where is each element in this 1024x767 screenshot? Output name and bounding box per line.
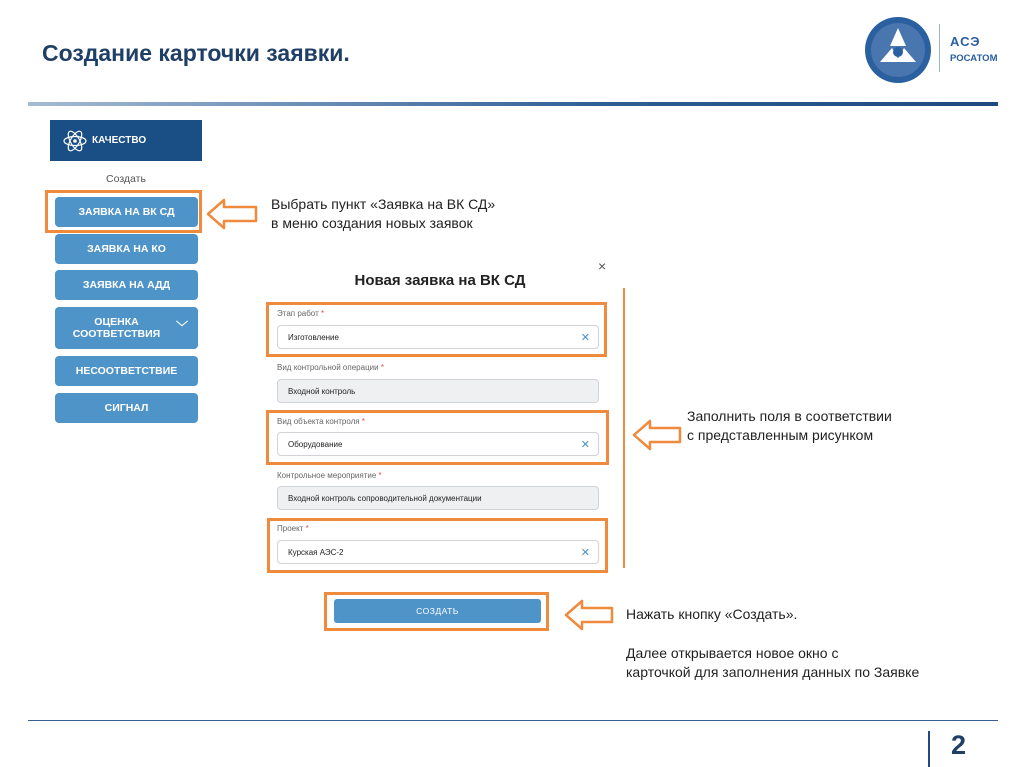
required-mark: *	[361, 417, 365, 426]
menu-item-label: ЗАЯВКА НА КО	[87, 243, 166, 255]
highlight-project-field	[267, 518, 608, 573]
clear-icon[interactable]: ✕	[580, 332, 590, 344]
create-button[interactable]: СОЗДАТЬ	[334, 599, 541, 623]
app-banner-label: КАЧЕСТВО	[92, 135, 147, 146]
field-value: Курская АЭС-2	[288, 547, 344, 557]
field-value: Изготовление	[288, 332, 339, 342]
highlight-stage-field	[266, 302, 607, 357]
menu-item-add[interactable]	[55, 270, 198, 300]
note-line: в меню создания новых заявок	[271, 215, 473, 231]
highlight-object-field	[266, 410, 609, 465]
note-line: Заполнить поля в соответствии	[687, 408, 892, 424]
clear-icon[interactable]: ✕	[580, 439, 590, 451]
note-line: Выбрать пункт «Заявка на ВК СД»	[271, 196, 496, 212]
menu-item-label: ЗАЯВКА НА АДД	[82, 279, 171, 291]
menu-item-nonconformity[interactable]	[55, 356, 198, 386]
field-value: Входной контроль сопроводительной документации	[288, 493, 482, 503]
logo-ase-text: АСЭ	[950, 34, 981, 49]
slide-title: Создание карточки заявки.	[42, 40, 350, 66]
dialog-scrollbar[interactable]	[623, 288, 625, 568]
rosatom-emblem-icon	[862, 16, 940, 84]
dialog-title: Новая заявка на ВК СД	[354, 272, 526, 289]
field-label-text: Вид объекта контроля	[277, 417, 360, 426]
field-label-text: Этап работ	[277, 309, 319, 318]
operation-field[interactable]	[277, 379, 599, 403]
menu-item-signal[interactable]	[55, 393, 198, 423]
menu-item-label: СИГНАЛ	[104, 402, 149, 414]
app-banner	[50, 120, 202, 161]
note-spacer	[626, 624, 919, 644]
clear-icon[interactable]: ✕	[580, 547, 590, 559]
field-value: Входной контроль	[288, 386, 356, 396]
menu-item-conformity[interactable]	[55, 307, 198, 349]
note-line: карточкой для заполнения данных по Заявке	[626, 664, 920, 680]
chevron-down-icon: ﹀	[175, 320, 188, 334]
activity-field[interactable]	[277, 486, 599, 510]
arrow-left-icon	[564, 599, 614, 631]
field-label-operation	[277, 363, 384, 372]
step2-note	[687, 407, 892, 445]
step1-note	[271, 195, 495, 233]
arrow-left-icon	[632, 419, 682, 451]
highlight-menu-item	[45, 190, 202, 233]
logo-rosatom-text: РОСАТОМ	[950, 53, 998, 64]
field-label-text: Проект	[277, 524, 304, 533]
note-line: Далее открывается новое окно с	[626, 645, 839, 661]
page-number: 2	[951, 730, 967, 760]
required-mark: *	[320, 309, 325, 318]
field-label-text: Вид контрольной операции	[277, 363, 379, 372]
create-label: Создать	[106, 173, 146, 185]
menu-item-label: ЗАЯВКА НА ВК СД	[78, 206, 175, 218]
menu-item-label: ОЦЕНКА СООТВЕТСТВИЯ	[72, 316, 161, 340]
note-line: Нажать кнопку «Создать».	[626, 606, 798, 622]
required-mark: *	[305, 524, 309, 533]
note-line: с представленным рисунком	[687, 427, 874, 443]
rosatom-logo	[862, 16, 1012, 84]
field-label-text: Контрольное мероприятие	[277, 471, 377, 480]
field-label-activity	[277, 471, 382, 480]
footer-divider	[928, 731, 930, 767]
step3-note	[626, 605, 919, 682]
highlight-create-button	[324, 592, 549, 631]
menu-item-ko[interactable]	[55, 234, 198, 264]
arrow-left-icon	[206, 198, 258, 230]
atom-icon	[62, 128, 88, 154]
field-value: Оборудование	[288, 439, 343, 449]
required-mark: *	[380, 363, 384, 372]
close-icon[interactable]: ×	[598, 258, 607, 274]
header-rule	[28, 102, 998, 106]
required-mark: *	[378, 471, 382, 480]
footer-rule	[28, 720, 998, 721]
logo-separator	[939, 24, 940, 72]
menu-item-label: НЕСООТВЕТСТВИЕ	[75, 365, 178, 377]
